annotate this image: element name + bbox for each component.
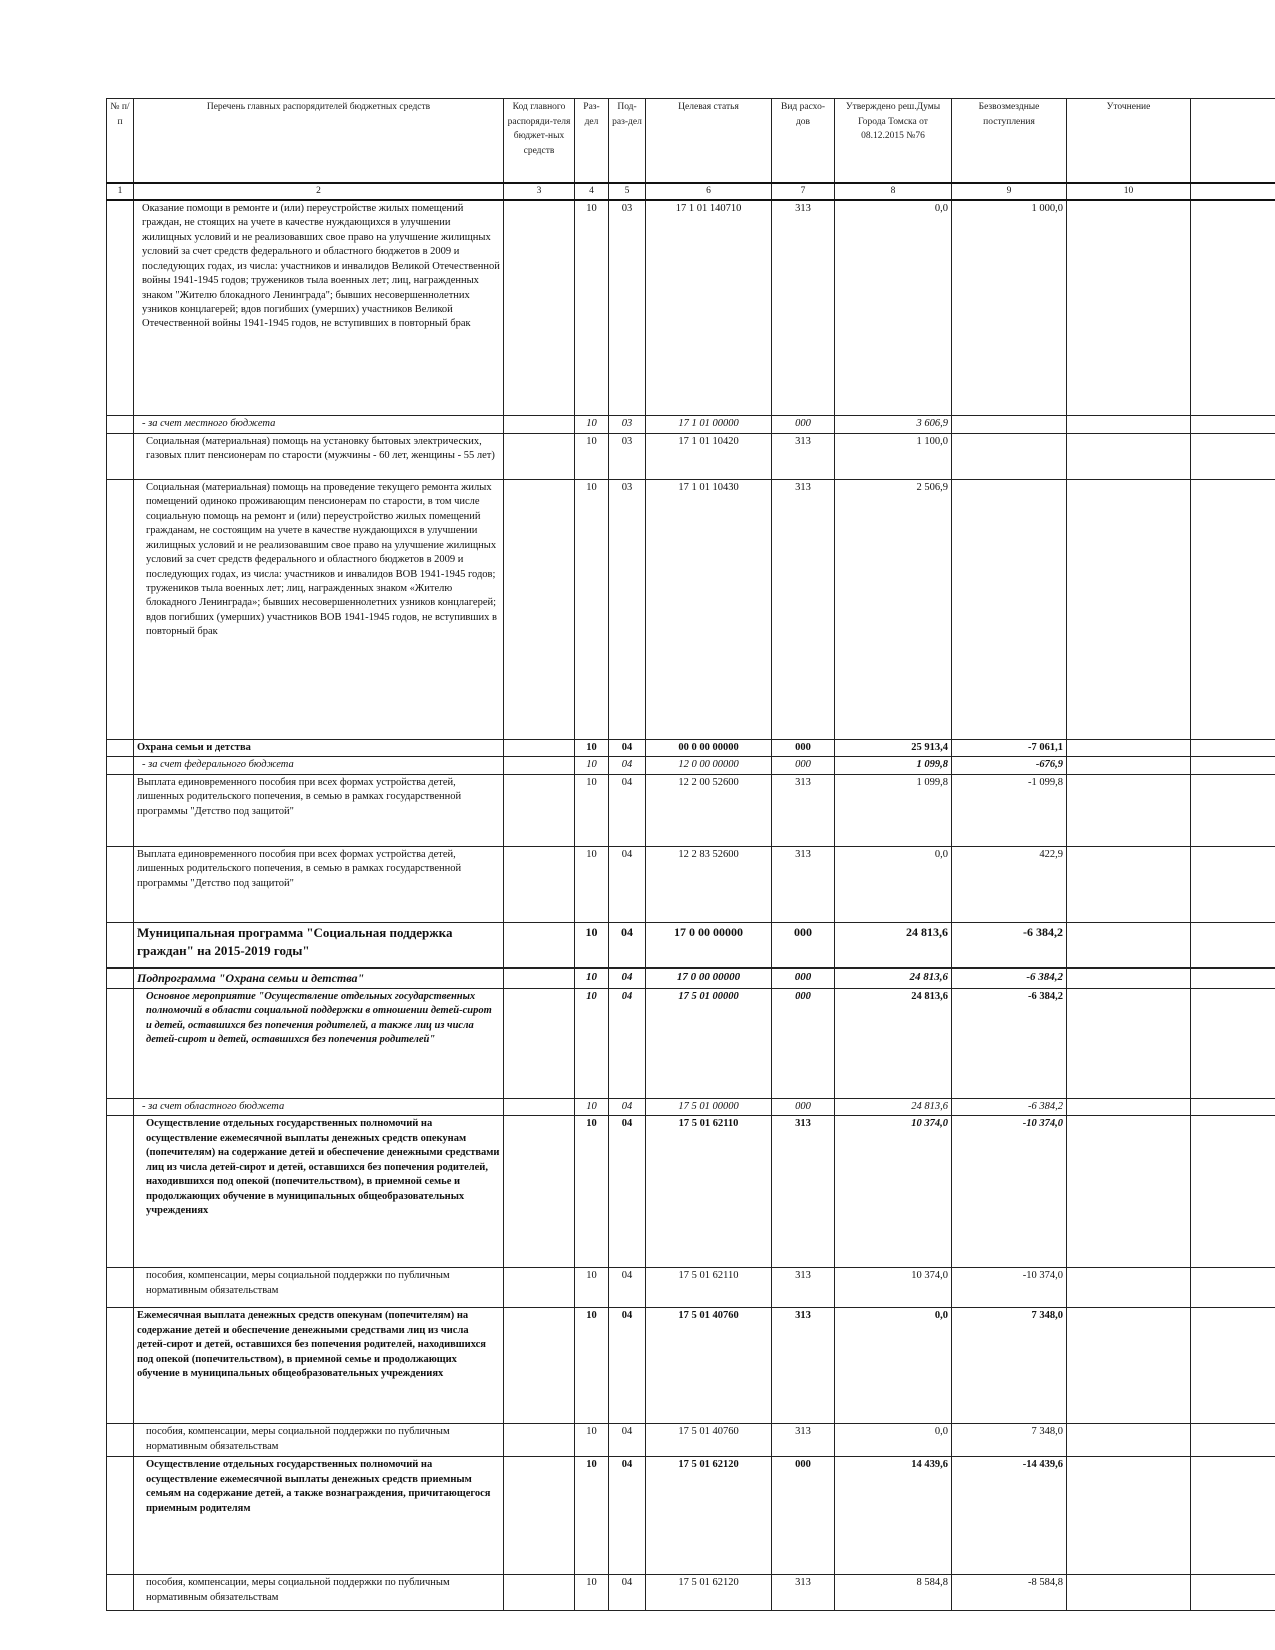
table-row — [107, 739, 1275, 756]
row-vid: 313 — [772, 479, 835, 739]
row-utv: 10 374,0 — [835, 1116, 952, 1268]
row-name: Осуществление отдельных государственных полномочий на осуществление ежемесячной выплаты денежных средств опекунам (попечителям) на содержание детей и обеспечение денежными средствами лиц из числа детей-сирот и детей, оставшихся без попечения родителей, находившихся под опекой (попечительством), в приемной семье и продолжающих обучение в муниципальных общеобразовательных учреждениях — [134, 1116, 504, 1268]
row-podrazdel: 04 — [609, 1098, 646, 1115]
row-razdel: 10 — [575, 1575, 609, 1611]
row-bezv — [952, 416, 1067, 433]
table-row — [107, 1268, 1275, 1308]
row-vid: 313 — [772, 200, 835, 416]
row-utv: 2 506,9 — [835, 479, 952, 739]
header-utochnenie: Уточнение — [1067, 99, 1191, 183]
row-utv: 0,0 — [835, 846, 952, 922]
row-celevaya: 17 5 01 62110 — [646, 1116, 772, 1268]
row-name: Оказание помощи в ремонте и (или) переустройстве жилых помещений граждан, не стоящих на учете в качестве нуждающихся в улучшении жилищных условий и не реализовавших свое право на улучшение жилищных условий за счет средств федерального и областного бюджетов в 2009 и последующих годах, из числа: участников и инвалидов Великой Отечественной войны 1941-1945 годов; тружеников тыла военных лет; лиц, награжденных знаком "Жителю блокадного Ленинграда"; бывших несовершеннолетних узников концлагерей; вдов погибших (умерших) участников Великой Отечественной войны 1941-1945 годов, не вступивших в повторный брак — [134, 200, 504, 416]
row-name: - за счет местного бюджета — [134, 416, 504, 433]
row-vid: 000 — [772, 757, 835, 774]
row-razdel: 10 — [575, 433, 609, 479]
row-celevaya: 12 2 00 52600 — [646, 774, 772, 846]
row-utv: 3 606,9 — [835, 416, 952, 433]
table-row — [107, 433, 1275, 479]
row-utv: 1 099,8 — [835, 757, 952, 774]
row-celevaya: 12 0 00 00000 — [646, 757, 772, 774]
row-utv: 24 813,6 — [835, 1098, 952, 1115]
row-utv: 10 374,0 — [835, 1268, 952, 1308]
row-bezv: 422,9 — [952, 846, 1067, 922]
row-name: - за счет областного бюджета — [134, 1098, 504, 1115]
row-vid: 000 — [772, 968, 835, 988]
row-utv: 8 584,8 — [835, 1575, 952, 1611]
header-extra — [1191, 99, 1275, 183]
row-razdel: 10 — [575, 416, 609, 433]
row-name: Осуществление отдельных государственных полномочий на осуществление ежемесячной выплаты денежных средств приемным семьям на содержание детей, а также вознаграждения, причитающегося приемным родителям — [134, 1457, 504, 1575]
colnum: 3 — [504, 183, 575, 200]
header-bezvozmezdnye: Безвозмездные поступления — [952, 99, 1067, 183]
row-vid: 000 — [772, 1457, 835, 1575]
row-utv: 25 913,4 — [835, 739, 952, 756]
table-row — [107, 416, 1275, 433]
row-name: пособия, компенсации, меры социальной поддержки по публичным нормативным обязательствам — [134, 1424, 504, 1457]
row-celevaya: 17 1 01 140710 — [646, 200, 772, 416]
table-row — [107, 922, 1275, 968]
row-razdel: 10 — [575, 757, 609, 774]
row-podrazdel: 03 — [609, 200, 646, 416]
row-name: Социальная (материальная) помощь на установку бытовых электрических, газовых плит пенсионерам по старости (мужчины - 60 лет, женщины - 55 лет) — [134, 433, 504, 479]
row-utv: 0,0 — [835, 1424, 952, 1457]
colnum: 7 — [772, 183, 835, 200]
row-name: Подпрограмма "Охрана семьи и детства" — [134, 968, 504, 988]
row-podrazdel: 04 — [609, 1424, 646, 1457]
budget-table — [106, 98, 1275, 1611]
table-row — [107, 479, 1275, 739]
colnum: 8 — [835, 183, 952, 200]
header-celevaya-statya: Целевая статья — [646, 99, 772, 183]
row-podrazdel: 03 — [609, 433, 646, 479]
row-razdel: 10 — [575, 774, 609, 846]
row-bezv: -10 374,0 — [952, 1116, 1067, 1268]
row-name: Основное мероприятие "Осуществление отдельных государственных полномочий в области социальной поддержки в отношении детей-сирот и детей, оставшихся без попечения родителей, а также лиц из числа детей-сирот и детей, оставшихся без попечения родителей" — [134, 988, 504, 1098]
colnum-extra — [1191, 183, 1275, 200]
row-celevaya: 17 5 01 62120 — [646, 1457, 772, 1575]
row-celevaya: 17 5 01 62120 — [646, 1575, 772, 1611]
row-utv: 0,0 — [835, 200, 952, 416]
row-celevaya: 17 5 01 00000 — [646, 1098, 772, 1115]
header-razdel: Раз-дел — [575, 99, 609, 183]
colnum: 5 — [609, 183, 646, 200]
row-utv: 14 439,6 — [835, 1457, 952, 1575]
row-razdel: 10 — [575, 739, 609, 756]
row-utv: 24 813,6 — [835, 968, 952, 988]
colnum: 9 — [952, 183, 1067, 200]
row-podrazdel: 04 — [609, 988, 646, 1098]
header-name: Перечень главных распорядителей бюджетных средств — [134, 99, 504, 183]
table-row — [107, 757, 1275, 774]
colnum: 6 — [646, 183, 772, 200]
row-podrazdel: 04 — [609, 1116, 646, 1268]
row-bezv: -6 384,2 — [952, 968, 1067, 988]
row-vid: 313 — [772, 1268, 835, 1308]
row-name: Ежемесячная выплата денежных средств опекунам (попечителям) на содержание детей и обеспечение денежными средствами лиц из числа детей-сирот и детей, оставшихся без попечения родителей, находившихся под опекой (попечительством), в приемной семье и продолжающих обучение в муниципальных общеобразовательных учреждениях — [134, 1308, 504, 1424]
row-razdel: 10 — [575, 1308, 609, 1424]
colnum: 4 — [575, 183, 609, 200]
row-bezv: -14 439,6 — [952, 1457, 1067, 1575]
row-razdel: 10 — [575, 479, 609, 739]
row-vid: 000 — [772, 988, 835, 1098]
row-podrazdel: 04 — [609, 757, 646, 774]
table-row — [107, 1575, 1275, 1611]
row-utv: 1 100,0 — [835, 433, 952, 479]
row-bezv: -6 384,2 — [952, 988, 1067, 1098]
table-row — [107, 1116, 1275, 1268]
row-podrazdel: 04 — [609, 774, 646, 846]
table-row — [107, 1457, 1275, 1575]
header-num: № п/п — [107, 99, 134, 183]
row-name: Охрана семьи и детства — [134, 739, 504, 756]
row-celevaya: 17 0 00 00000 — [646, 922, 772, 968]
row-bezv: 1 000,0 — [952, 200, 1067, 416]
row-name: - за счет федерального бюджета — [134, 757, 504, 774]
header-vid-rashodov: Вид расхо-дов — [772, 99, 835, 183]
row-razdel: 10 — [575, 1424, 609, 1457]
row-vid: 313 — [772, 1116, 835, 1268]
row-vid: 313 — [772, 1308, 835, 1424]
row-podrazdel: 04 — [609, 1457, 646, 1575]
row-podrazdel: 04 — [609, 739, 646, 756]
row-celevaya: 17 1 01 10420 — [646, 433, 772, 479]
row-name: Выплата единовременного пособия при всех формах устройства детей, лишенных родительского попечения, в семью в рамках государственной программы "Детство под защитой" — [134, 846, 504, 922]
row-celevaya: 17 5 01 40760 — [646, 1308, 772, 1424]
row-celevaya: 17 5 01 00000 — [646, 988, 772, 1098]
table-row — [107, 846, 1275, 922]
row-vid: 313 — [772, 774, 835, 846]
table-row — [107, 774, 1275, 846]
row-celevaya: 17 1 01 10430 — [646, 479, 772, 739]
colnum: 1 — [107, 183, 134, 200]
row-razdel: 10 — [575, 922, 609, 968]
row-razdel: 10 — [575, 200, 609, 416]
row-razdel: 10 — [575, 988, 609, 1098]
row-celevaya: 17 5 01 62110 — [646, 1268, 772, 1308]
row-vid: 313 — [772, 1575, 835, 1611]
table-row — [107, 1098, 1275, 1115]
row-utv: 0,0 — [835, 1308, 952, 1424]
row-podrazdel: 03 — [609, 416, 646, 433]
row-bezv: -6 384,2 — [952, 1098, 1067, 1115]
row-vid: 000 — [772, 739, 835, 756]
row-podrazdel: 04 — [609, 1268, 646, 1308]
row-name: Муниципальная программа "Социальная поддержка граждан" на 2015-2019 годы" — [134, 922, 504, 968]
row-bezv: -7 061,1 — [952, 739, 1067, 756]
row-celevaya: 17 1 01 00000 — [646, 416, 772, 433]
table-row — [107, 200, 1275, 416]
row-podrazdel: 04 — [609, 1308, 646, 1424]
row-razdel: 10 — [575, 968, 609, 988]
row-bezv: -8 584,8 — [952, 1575, 1067, 1611]
budget-table-sheet — [106, 98, 1275, 1611]
table-row — [107, 968, 1275, 988]
row-podrazdel: 04 — [609, 968, 646, 988]
row-utv: 1 099,8 — [835, 774, 952, 846]
row-name: пособия, компенсации, меры социальной поддержки по публичным нормативным обязательствам — [134, 1268, 504, 1308]
row-razdel: 10 — [575, 1268, 609, 1308]
header-kod: Код главного распоряди-теля бюджет-ных средств — [504, 99, 575, 183]
table-row — [107, 1308, 1275, 1424]
row-celevaya: 00 0 00 00000 — [646, 739, 772, 756]
row-podrazdel: 04 — [609, 1575, 646, 1611]
row-vid: 000 — [772, 1098, 835, 1115]
table-row — [107, 988, 1275, 1098]
row-vid: 313 — [772, 433, 835, 479]
table-row — [107, 1424, 1275, 1457]
row-vid: 000 — [772, 922, 835, 968]
row-vid: 313 — [772, 1424, 835, 1457]
header-utverzhdeno: Утверждено реш.Думы Города Томска от 08.12.2015 №76 — [835, 99, 952, 183]
row-celevaya: 12 2 83 52600 — [646, 846, 772, 922]
row-bezv: -10 374,0 — [952, 1268, 1067, 1308]
colnum: 10 — [1067, 183, 1191, 200]
row-bezv — [952, 479, 1067, 739]
row-razdel: 10 — [575, 1116, 609, 1268]
row-bezv: 7 348,0 — [952, 1308, 1067, 1424]
row-vid: 000 — [772, 416, 835, 433]
colnum: 2 — [134, 183, 504, 200]
column-numbers-row — [107, 183, 1275, 200]
header-podrazdel: Под-раз-дел — [609, 99, 646, 183]
row-razdel: 10 — [575, 846, 609, 922]
row-podrazdel: 04 — [609, 922, 646, 968]
table-header-row — [107, 99, 1275, 183]
row-podrazdel: 03 — [609, 479, 646, 739]
row-name: Социальная (материальная) помощь на проведение текущего ремонта жилых помещений одиноко проживающим пенсионерам по старости, в том числе социальную помощь на ремонт и (или) переустройство жилых помещений гражданам, не состоящим на учете в качестве нуждающихся в улучшении жилищных условий и не реализовавшим свое право на улучшение жилищных условий за счет средств федерального и областного бюджетов в 2009 и последующих годах, из числа: участников и инвалидов ВОВ 1941-1945 годов; тружеников тыла военных лет; лиц, награжденных знаком «Жителю блокадного Ленинграда»; бывших несовершеннолетних узников концлагерей; вдов погибших (умерших) участников ВОВ 1941-1945 годов, не вступивших в повторный брак — [134, 479, 504, 739]
row-vid: 313 — [772, 846, 835, 922]
row-utv: 24 813,6 — [835, 922, 952, 968]
row-utv: 24 813,6 — [835, 988, 952, 1098]
row-bezv — [952, 433, 1067, 479]
row-name: Выплата единовременного пособия при всех формах устройства детей, лишенных родительского попечения, в семью в рамках государственной программы "Детство под защитой" — [134, 774, 504, 846]
row-bezv: -1 099,8 — [952, 774, 1067, 846]
row-bezv: 7 348,0 — [952, 1424, 1067, 1457]
row-razdel: 10 — [575, 1457, 609, 1575]
row-celevaya: 17 5 01 40760 — [646, 1424, 772, 1457]
row-celevaya: 17 0 00 00000 — [646, 968, 772, 988]
row-bezv: -676,9 — [952, 757, 1067, 774]
row-podrazdel: 04 — [609, 846, 646, 922]
row-razdel: 10 — [575, 1098, 609, 1115]
row-name: пособия, компенсации, меры социальной поддержки по публичным нормативным обязательствам — [134, 1575, 504, 1611]
row-bezv: -6 384,2 — [952, 922, 1067, 968]
